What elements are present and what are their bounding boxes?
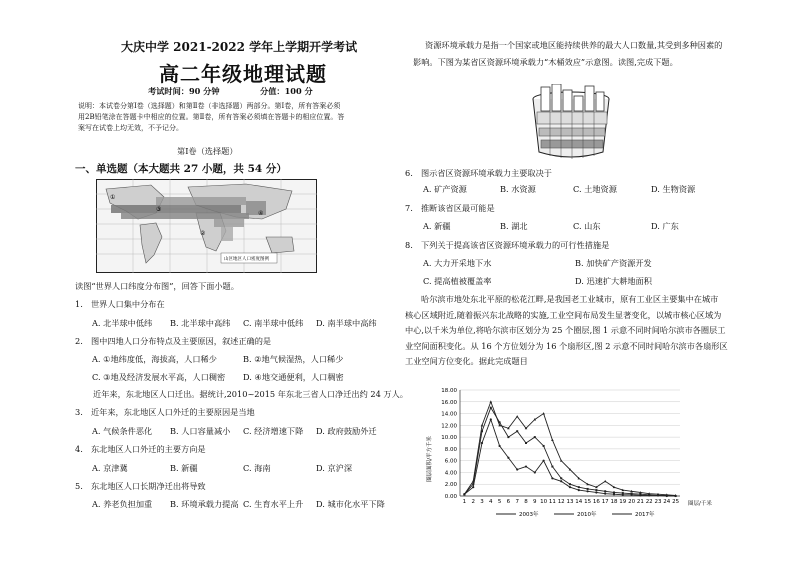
data-point (604, 493, 606, 495)
q3-option-a[interactable]: A. 气候条件恶化 (92, 426, 153, 436)
data-point (499, 445, 501, 447)
q2-stem: 2. 图中四地人口分布特点及主要原因，叙述正确的是 (75, 336, 272, 346)
legend-label: 2003年 (519, 512, 539, 518)
data-point (507, 436, 509, 438)
q5-stem: 5. 东北地区人口长期净迁出将导致 (75, 481, 206, 491)
data-point (543, 460, 545, 462)
chart-y-axis-label: 圈层面积/平方千米 (427, 436, 433, 482)
data-point (578, 489, 580, 491)
q7-option-c[interactable]: C. 山东 (573, 221, 601, 231)
svg-text:④: ④ (258, 210, 264, 217)
svg-text:①: ① (110, 194, 116, 201)
data-point (507, 457, 509, 459)
data-point (622, 492, 624, 494)
q1-option-d[interactable]: D. 南半球中高纬 (316, 318, 377, 328)
legend-label: 2017年 (635, 512, 655, 518)
data-point (595, 491, 597, 493)
y-tick-label: 18.00 (441, 388, 457, 394)
chart-y-ticks (441, 388, 457, 500)
x-tick-label: 22 (645, 499, 653, 505)
data-point (490, 418, 492, 420)
q7-stem: 7. 推断该省区最可能是 (405, 203, 495, 213)
svg-text:③: ③ (156, 206, 162, 213)
q4-stem: 4. 东北地区人口外迁的主要方向是 (75, 444, 206, 454)
data-point (543, 445, 545, 447)
data-point (569, 483, 571, 485)
series-line-2017年 (464, 402, 675, 496)
data-point (604, 480, 607, 482)
school-title: 大庆中学 2021-2022 学年上学期开学考试 (121, 40, 358, 54)
x-tick-label: 11 (548, 499, 556, 505)
q6-option-d[interactable]: D. 生物资源 (651, 184, 696, 194)
y-tick-label: 10.00 (441, 435, 457, 442)
x-tick-label: 1 (462, 499, 467, 505)
exam-score: 分值：100 分 (260, 86, 313, 96)
data-point (613, 491, 615, 493)
data-point (516, 430, 518, 432)
x-tick-label: 5 (497, 499, 502, 505)
q8-option-d[interactable]: D. 迅速扩大耕地面积 (575, 276, 652, 286)
q6-option-c[interactable]: C. 土地资源 (573, 184, 617, 194)
q8-stem: 8. 下列关于提高该省区资源环境承载力的可行性措施是 (405, 240, 610, 250)
svg-text:②: ② (200, 230, 206, 237)
data-point (551, 466, 553, 468)
q5-option-a[interactable]: A. 养老负担加重 (92, 499, 153, 509)
x-tick-label: 23 (654, 499, 662, 505)
chart-gridlines (460, 390, 680, 496)
q4-option-a[interactable]: A. 京津冀 (92, 463, 128, 473)
map-legend-text: 山区地区人口密度图例 (224, 257, 269, 262)
x-tick-label: 9 (533, 499, 537, 505)
y-tick-label: 6.00 (444, 458, 457, 465)
data-point (560, 477, 562, 479)
q7-option-a[interactable]: A. 新疆 (423, 221, 451, 231)
data-point (639, 493, 641, 495)
q3-option-c[interactable]: C. 经济增速下降 (243, 426, 304, 436)
q8-option-b[interactable]: B. 加快矿产资源开发 (575, 258, 652, 268)
y-tick-label: 12.00 (441, 423, 457, 430)
y-tick-label: 8.00 (444, 446, 457, 453)
data-point (631, 493, 633, 495)
x-tick-label: 16 (592, 499, 600, 505)
x-tick-label: 13 (566, 499, 574, 505)
world-population-map (96, 179, 317, 273)
data-point (481, 442, 483, 444)
data-point (560, 480, 562, 482)
q5-option-c[interactable]: C. 生育水平上升 (243, 499, 304, 509)
harbin-ring-chart (418, 384, 716, 524)
q3-stem: 3. 近年来，东北地区人口外迁的主要原因是当地 (75, 407, 255, 417)
chart-legend (496, 510, 655, 518)
data-point (525, 465, 527, 467)
data-point (516, 468, 518, 470)
q2-option-c[interactable]: C. ③地及经济发展水平高，人口稠密 (92, 372, 226, 382)
q5-option-d[interactable]: D. 城市化水平下降 (316, 499, 385, 509)
data-point (569, 486, 571, 488)
x-tick-label: 20 (628, 499, 636, 505)
q4-option-b[interactable]: B. 新疆 (170, 463, 198, 473)
x-tick-label: 18 (610, 499, 618, 505)
barrel-effect-figure (525, 84, 617, 162)
chart-x-ticks (463, 499, 680, 505)
y-tick-label: 4.00 (444, 470, 457, 477)
data-point (525, 442, 527, 444)
data-point (578, 486, 580, 488)
data-point (516, 415, 519, 417)
x-tick-label: 24 (663, 499, 671, 505)
part-title: 一、单选题（本大题共 27 小题，共 54 分） (75, 163, 287, 175)
x-tick-label: 2 (471, 499, 475, 505)
q6-option-b[interactable]: B. 水资源 (500, 184, 536, 194)
data-point (587, 490, 589, 492)
data-point (551, 477, 553, 479)
chart-x-axis-label: 圈层/千米 (688, 501, 712, 507)
legend-label: 2010年 (577, 512, 597, 518)
q3-option-b[interactable]: B. 人口容量减小 (170, 426, 231, 436)
data-point (472, 483, 474, 485)
q7-option-b[interactable]: B. 湖北 (500, 221, 528, 231)
y-tick-label: 14.00 (441, 411, 457, 418)
y-tick-label: 16.00 (441, 399, 457, 406)
capacity-intro: 资源环境承载力是指一个国家或地区能持续供养的最大人口数量,其受到多种因素的 影响。下图为某省区资源环境承载力“木桶效应”示意图。读图,完成下题。 (413, 40, 723, 67)
x-tick-label: 8 (524, 499, 528, 505)
q6-stem: 6. 图示省区资源环境承载力主要取决于 (405, 168, 552, 178)
map-intro: 读图“世界人口纬度分布图”，回答下面小题。 (75, 281, 239, 291)
data-point (595, 489, 597, 491)
exam-time: 考试时间：90 分钟 (148, 86, 220, 96)
x-tick-label: 12 (557, 499, 565, 505)
data-point (472, 486, 474, 488)
x-tick-label: 15 (584, 499, 592, 505)
x-tick-label: 6 (506, 499, 511, 505)
x-tick-label: 10 (540, 499, 548, 505)
volume-label: 第Ⅰ卷（选择题） (177, 146, 238, 156)
x-tick-label: 19 (619, 499, 627, 505)
q6-option-a[interactable]: A. 矿产资源 (423, 184, 467, 194)
x-tick-label: 17 (601, 499, 609, 505)
x-tick-label: 21 (636, 499, 644, 505)
migration-intro: 近年来，东北地区人口迁出。据统计,2010~2015 年东北三省人口净迁出约 24 万人。 (93, 389, 408, 399)
x-tick-label: 7 (515, 499, 519, 505)
q4-option-d[interactable]: D. 京沪深 (316, 463, 353, 473)
q7-option-d[interactable]: D. 广东 (651, 221, 679, 231)
q1-stem: 1. 世界人口集中分布在 (75, 299, 165, 309)
data-point (587, 488, 589, 490)
q1-option-b[interactable]: B. 北半球中高纬 (170, 318, 231, 328)
x-tick-label: 3 (480, 499, 484, 505)
x-tick-label: 4 (489, 499, 493, 505)
data-point (534, 471, 536, 473)
y-tick-label: 2.00 (444, 482, 457, 489)
q2-option-a[interactable]: A. ①地纬度低，海拔高，人口稀少 (92, 354, 217, 364)
harbin-intro: 哈尔滨市地处东北平原的松花江畔,是我国老工业城市，原有工业区主要集中在城市 核心区域附近,随着振兴东北战略的实施,工业空间布局发生显著变化，以城市核心区域为 中心,以千米为单位,将哈尔滨市区划分为 25 个圈层,图 1 示意不同时间哈尔滨市各圈层工 业空间面积变化。从 16 个方位划分为 16 个扇形区,图 2 示意不同时间哈尔滨市各扇形区 工业空间方位变化。据此完成题目 (405, 294, 728, 366)
q1-option-a[interactable]: A. 北半球中低纬 (92, 318, 153, 328)
q3-option-d[interactable]: D. 政府鼓励外迁 (316, 426, 377, 436)
q8-option-a[interactable]: A. 大力开采地下水 (423, 258, 492, 268)
instructions: 说明：本试卷分第Ⅰ卷（选择题）和第Ⅱ卷（非选择题）两部分。第Ⅰ卷，所有答案必须 用2B铅笔涂在答题卡中相应的位置。第Ⅱ卷，所有答案必须填在答题卡的相应位置。答 案写在试卷上均无效，不予记分。 (78, 102, 345, 132)
q5-option-b[interactable]: B. 环境承载力提高 (170, 499, 239, 509)
q4-option-c[interactable]: C. 海南 (243, 463, 271, 473)
data-point (490, 407, 492, 409)
x-tick-label: 14 (575, 499, 583, 505)
q2-option-d[interactable]: D. ④地交通便利，人口稠密 (243, 372, 344, 382)
q8-option-c[interactable]: C. 提高植被覆盖率 (423, 276, 492, 286)
data-point (534, 436, 536, 438)
x-tick-label: 25 (672, 499, 680, 505)
q2-option-b[interactable]: B. ②地气候湿热，人口稀少 (243, 354, 344, 364)
data-point (604, 490, 606, 492)
subject-title: 高二年级地理试题 (159, 62, 327, 86)
y-tick-label: 0.00 (444, 494, 457, 500)
q1-option-c[interactable]: C. 南半球中低纬 (243, 318, 304, 328)
data-point (551, 439, 554, 441)
series-line-2010年 (464, 408, 675, 496)
